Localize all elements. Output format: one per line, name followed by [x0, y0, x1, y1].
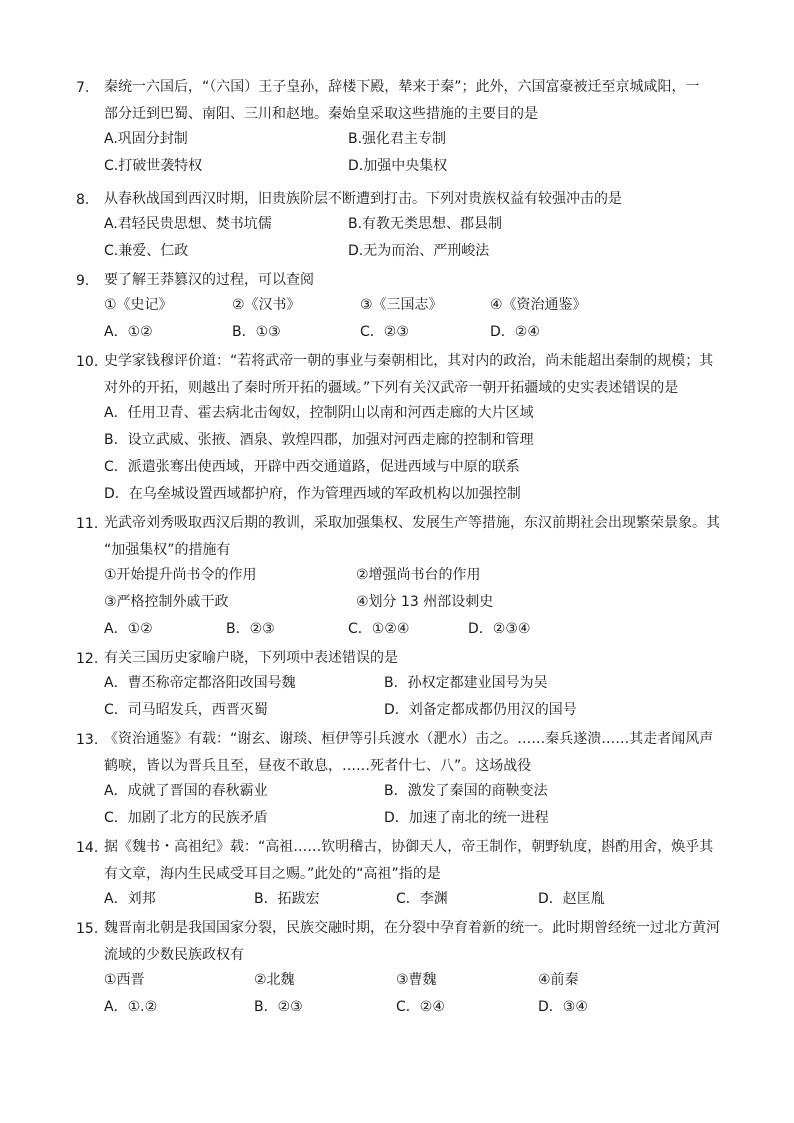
option-a[interactable]: A．①②: [104, 621, 153, 637]
option-c[interactable]: C．加剧了北方的民族矛盾: [104, 810, 268, 826]
stem-line: 有关三国历史家喻户晓，下列项中表述错误的是: [104, 650, 398, 666]
stem-line: 秦统一六国后，“（六国）王子皇孙，辞楼下殿，辇来于秦”；此外，六国富豪被迁至京城咸阳，一: [104, 79, 700, 95]
option-a[interactable]: A．刘邦: [104, 891, 156, 907]
stem-line: 鹤唳，皆以为晋兵且至，昼夜不敢息，……死者什七、八”。这场战役: [104, 758, 532, 774]
option-d[interactable]: D．③④: [538, 999, 588, 1015]
item-3: ③严格控制外戚干政: [104, 594, 229, 610]
stem-line: 要了解王莽篡汉的过程，可以查阅: [104, 272, 314, 288]
question-number: 15.: [76, 921, 99, 937]
item-1: ①西晋: [104, 972, 145, 988]
question-stem: [104, 510, 720, 564]
question-number: 12.: [76, 651, 99, 667]
option-d[interactable]: D．赵匡胤: [538, 891, 605, 907]
stem-line: 从春秋战国到西汉时期，旧贵族阶层不断遭到打击。下列对贵族权益有较强冲击的是: [104, 191, 622, 207]
stem-line: 对外的开拓，则越出了秦时所开拓的疆域。”下列有关汉武帝一朝开拓疆域的史实表述错误的是: [104, 380, 679, 396]
option-b[interactable]: B.强化君主专制: [348, 131, 447, 147]
option-a[interactable]: A．成就了晋国的春秋霸业: [104, 783, 268, 799]
option-c[interactable]: C．派遣张骞出使西域，开辟中西交通道路，促进西域与中原的联系: [104, 459, 520, 475]
question-stem: [104, 915, 720, 969]
stem-line: “加强集权”的措施有: [104, 542, 231, 558]
question-number: 7.: [76, 80, 90, 96]
stem-line: 流域的少数民族政权有: [104, 947, 244, 963]
question-number: 8.: [76, 192, 90, 208]
stem-line: 光武帝刘秀吸取西汉后期的教训，采取加强集权、发展生产等措施，东汉前期社会出现繁荣景象。其: [104, 515, 720, 531]
option-c[interactable]: C．①②④: [348, 621, 410, 637]
item-4: ④前秦: [538, 972, 579, 988]
option-d[interactable]: D．加速了南北的统一进程: [384, 810, 549, 826]
option-c[interactable]: C．司马昭发兵，西晋灭蜀: [104, 702, 268, 718]
question-stem: [104, 834, 716, 888]
option-b[interactable]: B.有教无类思想、郡县制: [348, 216, 503, 232]
item-2: ②《汉书》: [232, 297, 301, 313]
stem-line: 有文章，海内生民咸受耳目之赐。”此处的“高祖”指的是: [104, 866, 441, 882]
option-a[interactable]: A.巩固分封制: [104, 131, 188, 147]
question-number: 14.: [76, 840, 99, 856]
stem-line: 据《魏书・高祖纪》载：“高祖……钦明稽古，协御天人，帝王制作，朝野轨度，斟酌用舍，焕乎其: [104, 839, 714, 855]
stem-line: 《资治通鉴》有载：“谢玄、谢琰、桓伊等引兵渡水（淝水）击之。……秦兵遂溃……其走者闻风声: [104, 731, 714, 747]
option-c[interactable]: C.兼爱、仁政: [104, 243, 189, 259]
option-c[interactable]: C．②③: [360, 324, 409, 340]
option-b[interactable]: B．孙权定都建业国号为吴: [384, 675, 548, 691]
option-d[interactable]: D．②④: [490, 324, 540, 340]
option-a[interactable]: A.君轻民贵思想、焚书坑儒: [104, 216, 272, 232]
question-stem: [104, 267, 716, 294]
option-c[interactable]: C．②④: [396, 999, 445, 1015]
stem-line: 魏晋南北朝是我国国家分裂，民族交融时期，在分裂中孕育着新的统一。此时期曾经统一过北方黄河: [104, 920, 720, 936]
option-c[interactable]: C.打破世袭特权: [104, 158, 203, 174]
option-d[interactable]: D.加强中央集权: [348, 158, 448, 174]
option-a[interactable]: A．①.②: [104, 999, 158, 1015]
item-2: ②增强尚书台的作用: [356, 567, 481, 583]
option-b[interactable]: B．②③: [254, 999, 303, 1015]
option-c[interactable]: C．李渊: [396, 891, 448, 907]
question-stem: [104, 645, 716, 672]
option-b[interactable]: B．激发了秦国的商鞅变法: [384, 783, 548, 799]
item-1: ①开始提升尚书令的作用: [104, 567, 257, 583]
option-b[interactable]: B．设立武威、张掖、酒泉、敦煌四郡，加强对河西走廊的控制和管理: [104, 432, 534, 448]
option-d[interactable]: D．在乌垒城设置西域都护府，作为管理西域的军政机构以加强控制: [104, 486, 521, 502]
question-number: 10.: [76, 354, 99, 370]
option-a[interactable]: A．曹丕称帝定都洛阳改国号魏: [104, 675, 296, 691]
question-number: 11.: [76, 516, 99, 532]
question-stem: [104, 74, 716, 128]
option-a[interactable]: A．任用卫青、霍去病北击匈奴，控制阴山以南和河西走廊的大片区域: [104, 405, 534, 421]
option-a[interactable]: A．①②: [104, 324, 153, 340]
stem-line: 部分迁到巴蜀、南阳、三川和赵地。秦始皇采取这些措施的主要目的是: [104, 106, 538, 122]
question-number: 13.: [76, 732, 99, 748]
stem-line: 史学家钱穆评价道：“若将武帝一朝的事业与秦朝相比，其对内的政治，尚未能超出秦制的规模；其: [104, 353, 714, 369]
option-b[interactable]: B．拓跋宏: [254, 891, 320, 907]
item-4: ④《资治通鉴》: [490, 297, 587, 313]
question-stem: [104, 186, 716, 213]
question-stem: [104, 348, 716, 402]
item-3: ③《三国志》: [360, 297, 443, 313]
option-d[interactable]: D．刘备定都成都仍用汉的国号: [384, 702, 577, 718]
item-4: ④划分 13 州部设刺史: [356, 594, 494, 610]
option-d[interactable]: D．②③④: [468, 621, 531, 637]
option-b[interactable]: B．①③: [232, 324, 281, 340]
item-3: ③曹魏: [396, 972, 437, 988]
option-d[interactable]: D.无为而治、严刑峻法: [348, 243, 490, 259]
item-2: ②北魏: [254, 972, 295, 988]
question-stem: [104, 726, 716, 780]
item-1: ①《史记》: [104, 297, 173, 313]
option-b[interactable]: B．②③: [226, 621, 275, 637]
question-number: 9.: [76, 273, 90, 289]
